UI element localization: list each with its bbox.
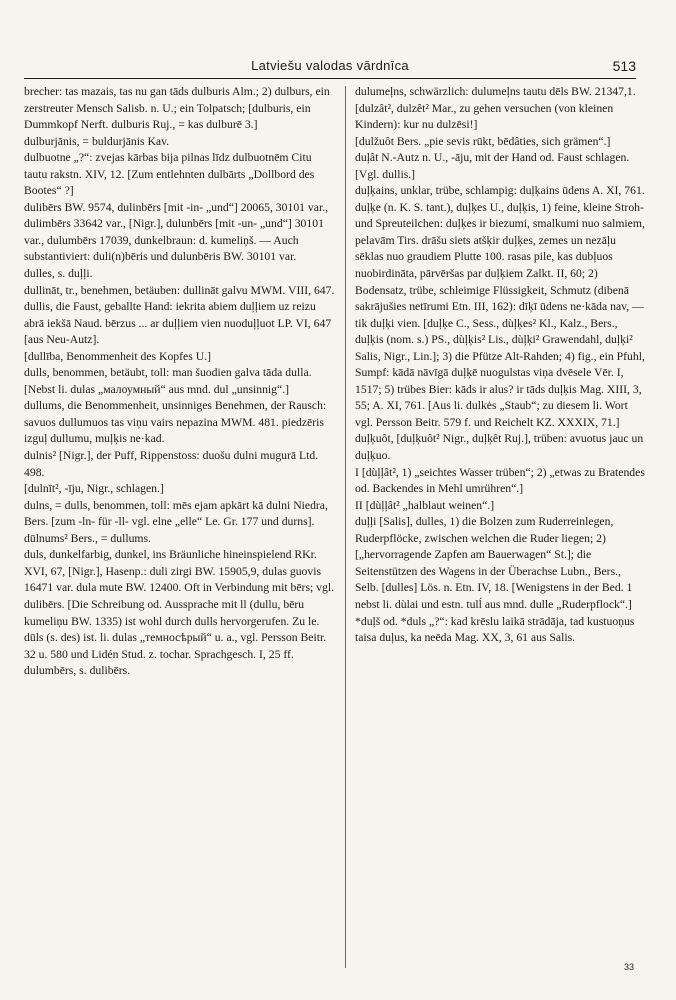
page-number: 513 bbox=[612, 58, 636, 74]
dictionary-entry: dullis, die Faust, geballte Hand: iekrita abiem duļļiem uz reizu abrā iekšā Naud. bērzus ... ar duļļiem vien nuoduļļuot LP. VI, 647 [aus Neu-Autz]. bbox=[24, 300, 332, 347]
dictionary-entry: dullināt, tr., benehmen, betäuben: dullināt galvu MWM. VIII, 647. bbox=[24, 283, 335, 297]
dictionary-entry: dulbuotne „?“: zvejas kārbas bija pilnas līdz dulbuotnēm Citu tautu rakstn. XIV, 12. [Zum entlehnten dulbārts „Dollbord des Bootes“ ?] bbox=[24, 151, 315, 198]
dictionary-entry: [dulzât², dulzêt² Mar., zu gehen versuchen (von kleinen Kindern): kur nu dulzēsi!] bbox=[355, 101, 614, 132]
dictionary-entry: [dulnīt², -īju, Nigr., schlagen.] bbox=[24, 482, 164, 496]
left-column bbox=[24, 84, 337, 680]
dictionary-entry: duļķuôt, [duļķuôt² Nigr., duļķêt Ruj.], trüben: avuotus jauc un duļķuo. bbox=[355, 432, 644, 463]
dictionary-entry: [dulžuôt Bers. „pie sevis rūkt, bēdâties, sich grämen“.] bbox=[355, 134, 611, 148]
dictionary-entry: dulibērs BW. 9574, dulinbērs [mit -in- „und“] 20065, 30101 var., dulimbērs 33642 var., [Nigr.], dulunbērs [mit -un- „und“] 30101 var., dulumbērs 17039, dunkelbraun: d. kumeliņš. — Auch substantiviert: duli(n)bēris und dulunbēris BW. 30101 var. bbox=[24, 200, 329, 264]
dictionary-entry: brecher: tas mazais, tas nu gan tāds dulburis Alm.; 2) dulburs, ein zerstreuter Mensch Salisb. n. U.; ein Tolpatsch; [dulburis, ein Dummkopf Nerft. dulburis Ruj., = kas dulburē 3.] bbox=[24, 85, 330, 132]
dictionary-entry: dulburjānis, = buldurjānis Kav. bbox=[24, 134, 170, 148]
signature-mark: 33 bbox=[623, 962, 634, 972]
dictionary-entry: dulumbērs, s. dulibērs. bbox=[24, 664, 131, 678]
column-divider bbox=[345, 86, 346, 968]
dictionary-entry: dulns, = dulls, benommen, toll: mēs ejam apkārt kā dulni Niedra, Bers. [zum -ln- für -ll- vgl. elne „elle“ Le. Gr. 177 und durns]. bbox=[24, 498, 328, 529]
dictionary-entry: *duļš od. *duls „?“: kad krēslu laikā strādāja, tad kustuoņus taisa duļus, ka neēda Mag. XX, 3, 61 aus Salis. bbox=[355, 614, 635, 645]
dictionary-entry: dulls, benommen, betäubt, toll: man šuodien galva tāda dulla. [Nebst li. dulas „малоумный“ aus mnd. dul „unsinnig“.] bbox=[24, 366, 312, 396]
dictionary-entry: duļķains, unklar, trübe, schlampig: duļķains ūdens A. XI, 761. bbox=[355, 184, 645, 198]
page-title: Latviešu valodas vārdnīca bbox=[251, 58, 409, 73]
dictionary-entry: dulles, s. duļļi. bbox=[24, 267, 93, 281]
header-rule bbox=[24, 78, 636, 79]
dictionary-entry: duls, dunkelfarbig, dunkel, ins Bräunliche hineinspielend RKr. XVI, 67, [Nigr.], Hasenp.: duli zirgi BW. 15905,9, dulas guovis 16471 var. dula mute BW. 12400. Oft in Verbindung mit bērs; vgl. dulibērs. [Die Schreibung od. Aussprache mit ll (dullu, bēru kumeliņu BW. 1335) ist wohl durch dulls hervorgerufen. Zu le. dūls (s. des) ist. li. dulas „темносѣрый“ u. a., vgl. Persson Beitr. 32 u. 580 und Lidén Stud. z. tochar. Sprachgesch. I, 25 ff. bbox=[24, 548, 335, 661]
dictionary-entry: dulumeļns, schwärzlich: dulumeļns tautu dēls BW. 21347,1. bbox=[355, 85, 636, 98]
dictionary-entry: dullums, die Benommenheit, unsinniges Benehmen, der Rausch: savuos dullumuos tas viņu vairs nepazina MWM. 481. piedzēris izguļ dullumu, muļķis ne·kad. bbox=[24, 399, 327, 446]
right-column bbox=[355, 84, 645, 647]
dictionary-entry: duļķe (n. K. S. tant.), duļķes U., duļķis, 1) feine, kleine Stroh- und Spreuteilchen: duļķes ir biezumi, smalkumi nuo salmiem, pelavām Tirs. drāšu siets atšķir duļķes, zemes un nezāļu sēklas nuo graudiem Plutte 100. rasas pile, kas dubļuos nuobirdināta, pārvēršas par duļķiem Zalkt. II, 60; 2) Bodensatz, trübe, schleimige Flüssigkeit, Schmutz (dibenā sakrājušies netīrumi Etn. III, 162): dīķī ūdens ne·kāda nav, — tik duļķi vien. [duļķe C., Sess., dùļķes² Kl., Kalz., Bers., duļķis (nom. s.) PS., dùļķis² Lis., dùļķi² Grawendahl, duļķi² Salis, Nigr., Lin.]; 3) die Pfütze Alt-Rahden; 4) fig., ein Pfuhl, Sumpf: kādā nāvīgā duļķē nuogulstas viņa dvēsele Vēr. I, 1517; 5) trübes Bier: kāds ir alus? ir tāds duļķis Mag. XIII, 3, 55; A. XI, 761. [Aus li. dulkės „Staub“; zu diesem li. Wort vgl. Persson Beitr. 579 f. und Reichelt KZ. XXXIX, 71.] bbox=[355, 200, 645, 429]
dictionary-entry: dulnis² [Nigr.], der Puff, Rippenstoss: duošu dulni mugurā Ltd. 498. bbox=[24, 449, 319, 479]
dictionary-entry: II [dùļļât² „halblaut weinen“.] bbox=[355, 498, 495, 512]
dictionary-entry: dūlnums² Bers., = dullums. bbox=[24, 531, 151, 545]
dictionary-entry: I [dùļļât², 1) „seichtes Wasser trüben“; 2) „etwas zu Bratendes od. Backendes in Mehl umrühren“.] bbox=[355, 465, 645, 496]
dictionary-entry: duļļi [Salis], dulles, 1) die Bolzen zum Ruderreinlegen, Ruderpflöcke, zwischen welchen die Ruder liegen; 2) [„hervorragende Zapfen am Bauerwagen“ St.]; die Seitenstützen des Wagens in der Überachse Lubn., Bers., Selb. [dulles] Lös. n. Etn. IV, 18. [Wenigstens in der Bed. 1 nebst li. dùlai und estn. tulĺ aus mnd. dulle „Ruderpflock“.] bbox=[355, 515, 633, 611]
running-head bbox=[24, 58, 636, 80]
dictionary-entry: [dullība, Benommenheit des Kopfes U.] bbox=[24, 349, 211, 363]
dictionary-entry: duļât N.-Autz n. U., -āju, mit der Hand od. Faust schlagen. [Vgl. dullis.] bbox=[355, 151, 630, 181]
